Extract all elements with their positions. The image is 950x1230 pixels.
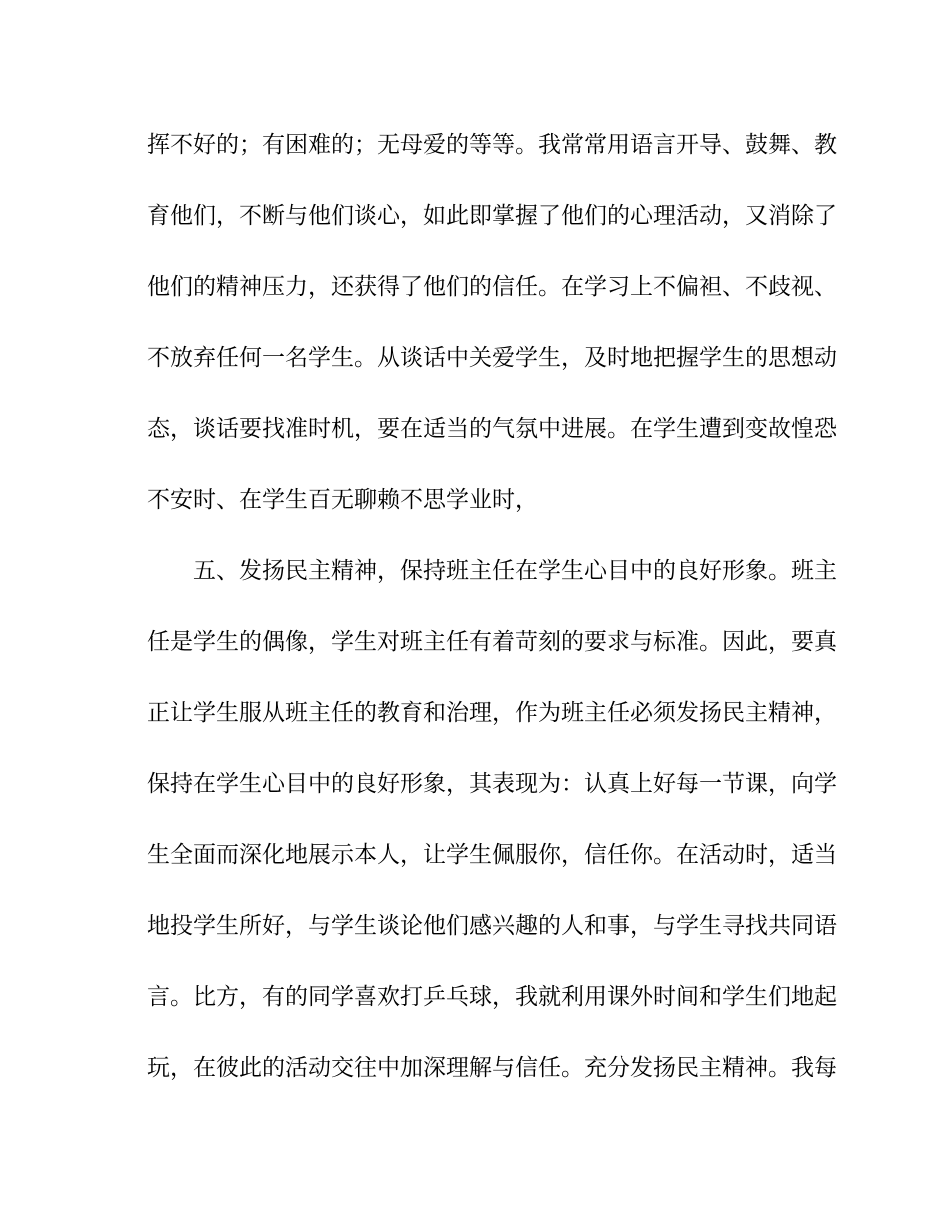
text-line: 言。比方，有的同学喜欢打乒乓球，我就利用课外时间和学生们地起 <box>147 984 837 1010</box>
text-line: 他们的精神压力，还获得了他们的信任。在学习上不偏袒、不歧视、 <box>147 274 837 300</box>
text-line: 保持在学生心目中的良好形象，其表现为：认真上好每一节课，向学 <box>147 771 837 797</box>
text-line: 挥不好的；有困难的；无母爱的等等。我常常用语言开导、鼓舞、教 <box>147 132 837 158</box>
text-line: 不安时、在学生百无聊赖不思学业时， <box>147 487 538 513</box>
text-line: 正让学生服从班主任的教育和治理，作为班主任必须发扬民主精神， <box>147 700 837 726</box>
text-line: 地投学生所好，与学生谈论他们感兴趣的人和事，与学生寻找共同语 <box>147 913 837 939</box>
text-line: 育他们，不断与他们谈心，如此即掌握了他们的心理活动，又消除了 <box>147 203 837 229</box>
text-line: 玩，在彼此的活动交往中加深理解与信任。充分发扬民主精神。我每 <box>147 1055 837 1081</box>
text-line: 任是学生的偶像，学生对班主任有着苛刻的要求与标准。因此，要真 <box>147 629 837 655</box>
text-line: 生全面而深化地展示本人，让学生佩服你，信任你。在活动时，适当 <box>147 842 837 868</box>
text-line: 五、发扬民主精神，保持班主任在学生心目中的良好形象。班主 <box>193 558 837 584</box>
text-line: 不放弃任何一名学生。从谈话中关爱学生，及时地把握学生的思想动 <box>147 345 837 371</box>
text-line: 态，谈话要找准时机，要在适当的气氛中进展。在学生遭到变故惶恐 <box>147 416 837 442</box>
